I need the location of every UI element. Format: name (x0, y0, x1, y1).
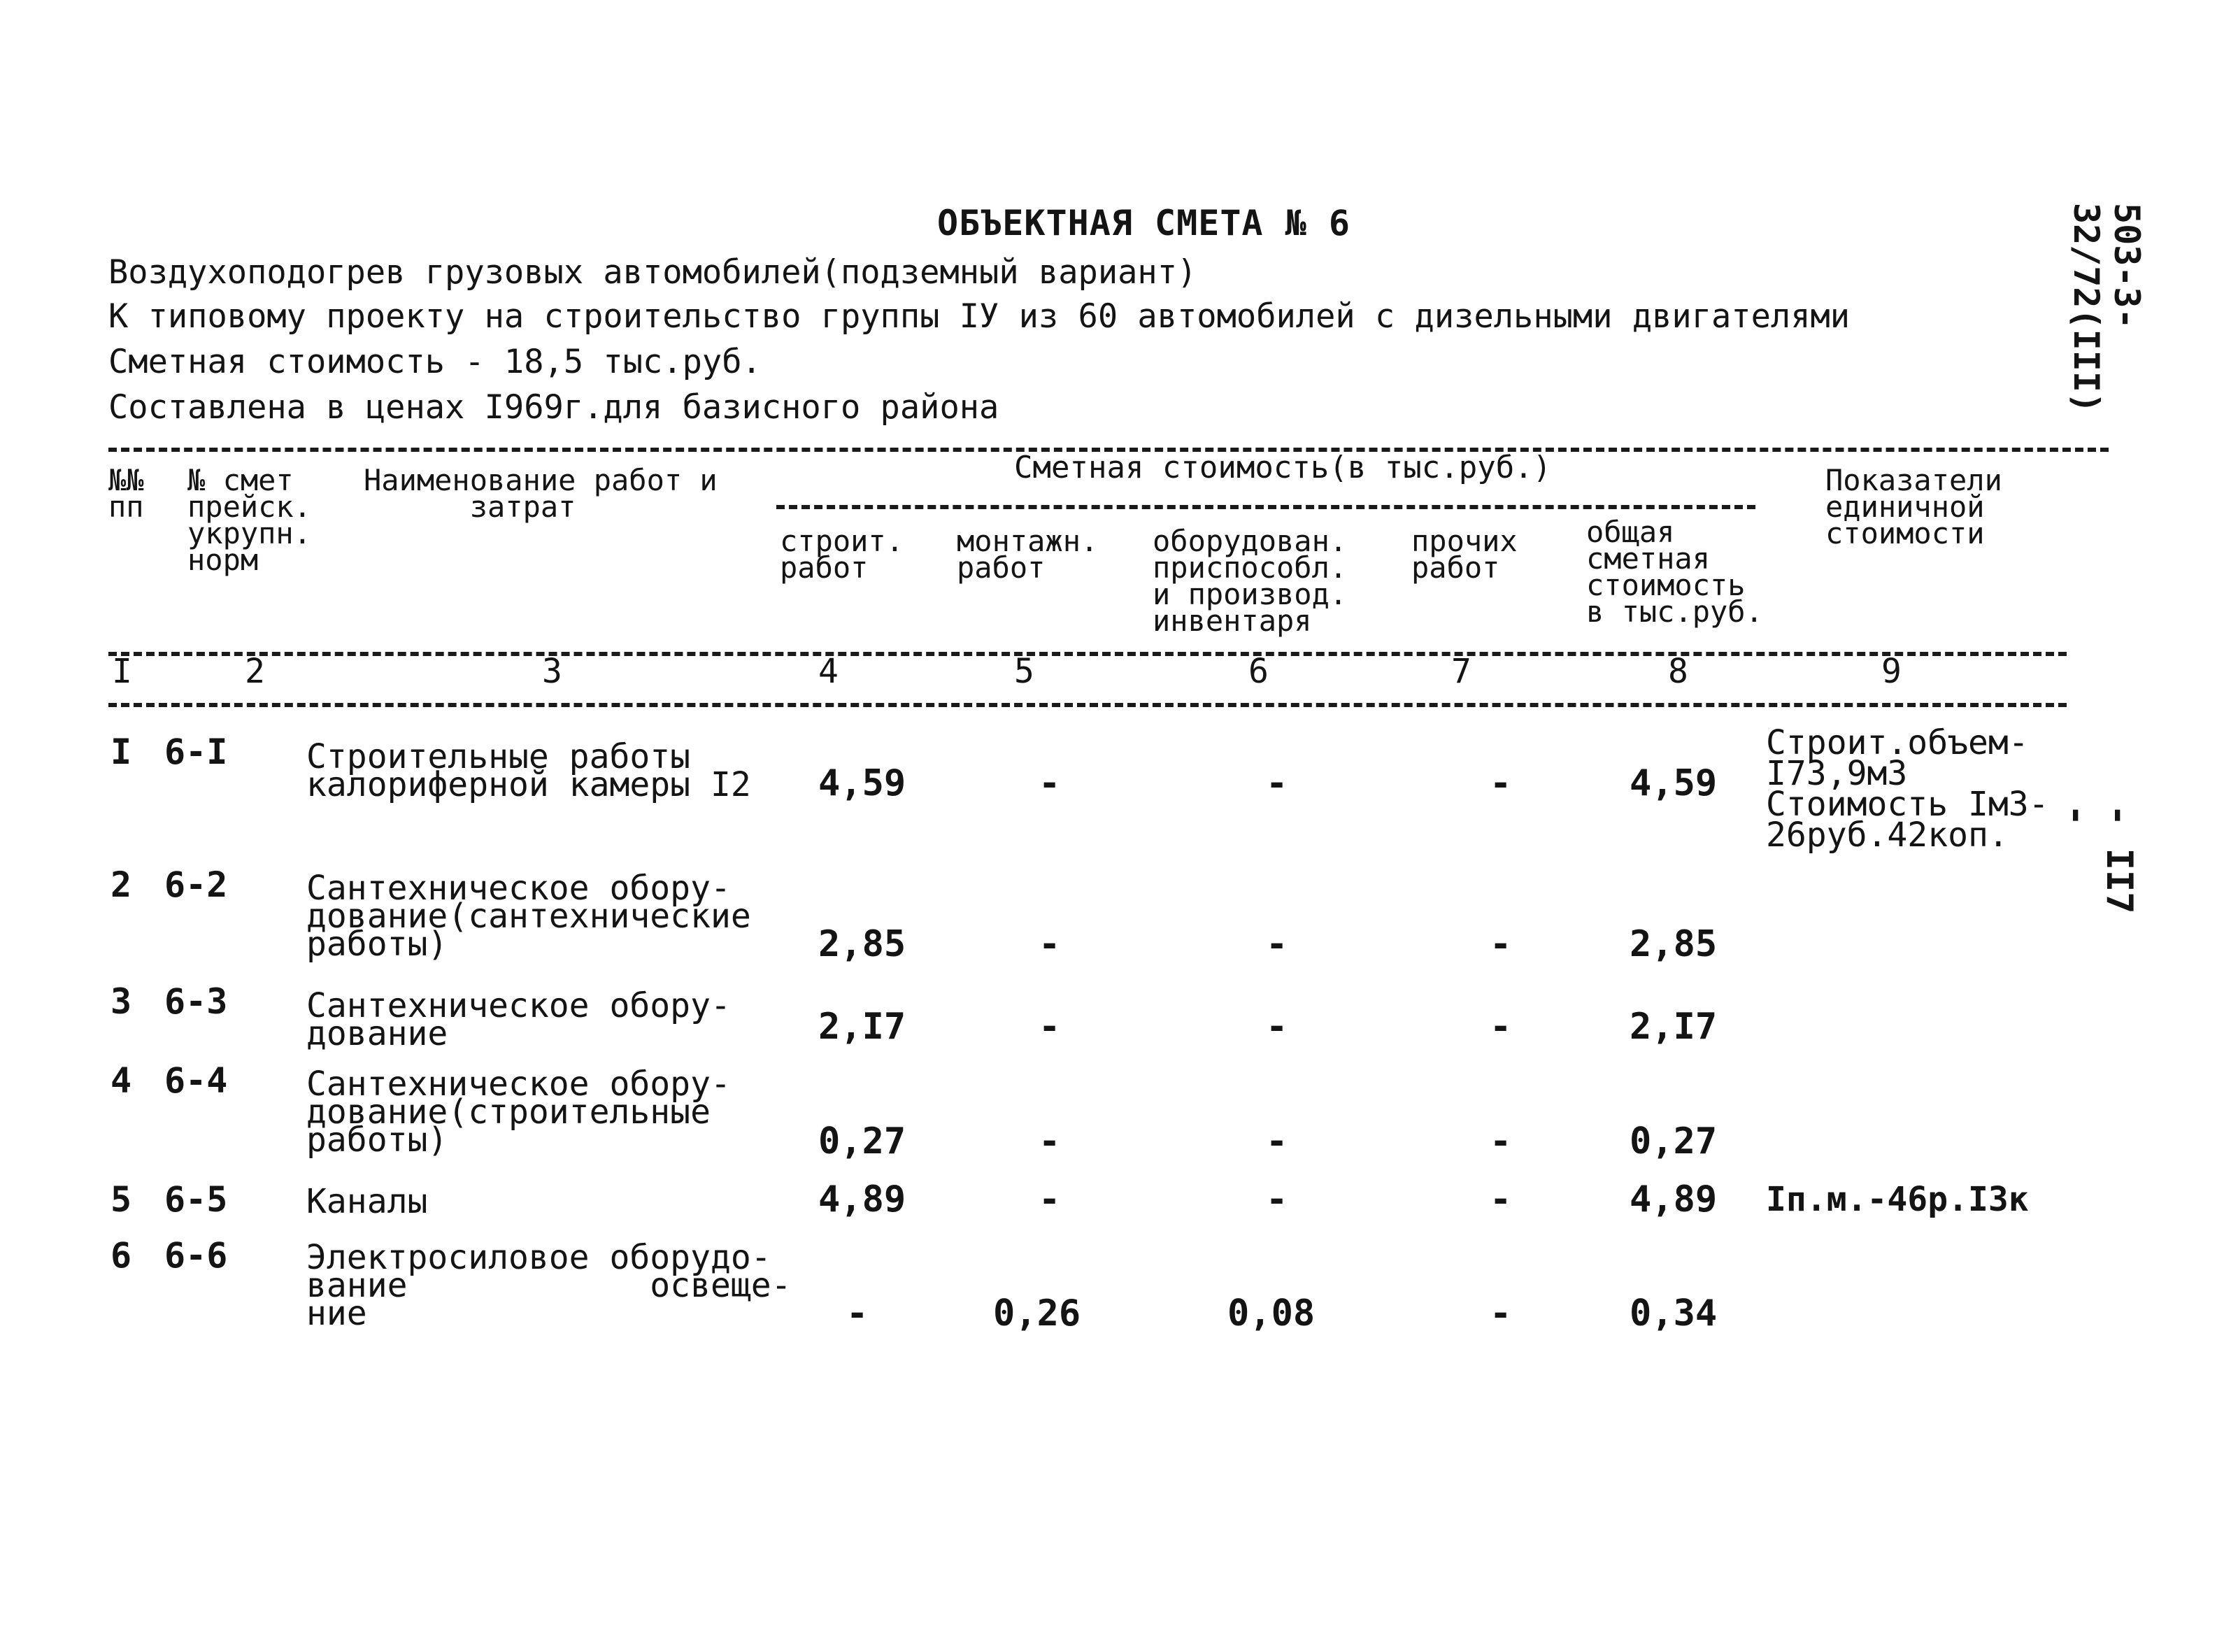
row-number: 6 (111, 1235, 132, 1276)
header-estimate-code: № смет прейск. укрупн. норм (187, 463, 312, 577)
row-installation: - (1039, 1120, 1061, 1162)
row-other: - (1490, 1179, 1512, 1220)
row-total: 0,34 (1630, 1293, 1718, 1334)
row-installation: 0,26 (993, 1293, 1081, 1334)
column-number-8: 8 (1668, 652, 1688, 691)
prices-line: Составлена в ценах I969г.для базисного района (108, 388, 999, 427)
row-code: 6-3 (164, 981, 228, 1022)
project-line: К типовому проекту на строительство группы IУ из 60 автомобилей с дизельными двигателями (108, 297, 1851, 336)
row-number: 5 (111, 1179, 132, 1220)
column-number-2: 2 (245, 652, 265, 691)
row-code: 6-I (164, 732, 228, 772)
row-other: - (1490, 1006, 1512, 1048)
cost-line: Сметная стоимость - 18,5 тыс.руб. (108, 343, 762, 381)
document-subtitle: Воздухоподогрев грузовых автомобилей(подземный вариант) (108, 253, 1197, 292)
row-equipment: - (1266, 762, 1288, 804)
side-document-code: 503-3-32/72(III) (2066, 203, 2147, 414)
header-bottom-rule (108, 652, 2067, 656)
row-construction: 0,27 (818, 1120, 906, 1162)
row-equipment: - (1266, 1120, 1288, 1162)
header-row-number: №№ пп (108, 463, 144, 524)
page-number: - II7 - (2056, 804, 2140, 914)
column-number-5: 5 (1014, 652, 1034, 691)
row-name: Каналы (306, 1182, 428, 1221)
row-installation: - (1039, 1179, 1061, 1220)
row-other: - (1490, 1293, 1512, 1334)
row-equipment: - (1266, 1006, 1288, 1048)
row-number: 4 (111, 1060, 132, 1101)
row-construction: 4,89 (818, 1179, 906, 1220)
row-indicators: Строит.объем- I73,9м3 Стоимость Iм3- 26руб.42коп. (1766, 723, 2049, 855)
row-number: 2 (111, 864, 132, 905)
row-construction: 2,85 (818, 923, 906, 965)
row-code: 6-2 (164, 864, 228, 905)
row-name: Сантехническое обору- дование (306, 986, 731, 1053)
row-number: 3 (111, 981, 132, 1022)
row-installation: - (1039, 923, 1061, 965)
row-name: Сантехническое обору- дование(строительные работы) (306, 1064, 731, 1160)
header-indicators: Показатели единичной стоимости (1825, 463, 2002, 550)
header-work-name: Наименование работ и затрат (364, 463, 718, 524)
row-total: 0,27 (1630, 1120, 1718, 1162)
column-number-3: 3 (542, 652, 562, 691)
row-total: 2,85 (1630, 923, 1718, 965)
row-name: Сантехническое обору- дование(сантехнические работы) (306, 869, 751, 964)
row-installation: - (1039, 1006, 1061, 1048)
row-equipment: - (1266, 1179, 1288, 1220)
row-construction: 4,59 (818, 762, 906, 804)
column-number-6: 6 (1248, 652, 1269, 691)
header-construction: строит. работ (780, 524, 904, 585)
header-other: прочих работ (1411, 524, 1518, 585)
document-title: ОБЪЕКТНАЯ СМЕТА № 6 (937, 203, 1350, 243)
column-numbers-rule (108, 703, 2067, 707)
row-name: Электросиловое оборудо- вание освеще- ние (306, 1238, 792, 1333)
row-total: 2,I7 (1630, 1006, 1718, 1048)
column-number-4: 4 (818, 652, 839, 691)
row-indicators: Iп.м.-46р.I3к (1766, 1180, 2029, 1219)
row-other: - (1490, 1120, 1512, 1162)
row-construction: - (846, 1293, 869, 1334)
row-construction: 2,I7 (818, 1006, 906, 1048)
column-number-9: 9 (1881, 652, 1902, 691)
row-code: 6-4 (164, 1060, 228, 1101)
row-code: 6-5 (164, 1179, 228, 1220)
row-equipment: - (1266, 923, 1288, 965)
row-installation: - (1039, 762, 1061, 804)
column-number-7: 7 (1451, 652, 1471, 691)
row-equipment: 0,08 (1227, 1293, 1316, 1334)
header-equipment: оборудован. приспособл. и производ. инвентаря (1153, 524, 1348, 638)
cost-group-rule (776, 505, 1755, 509)
header-installation: монтажн. работ (957, 524, 1099, 585)
column-number-1: I (112, 652, 132, 691)
row-other: - (1490, 762, 1512, 804)
row-number: I (111, 732, 132, 772)
header-cost-group: Сметная стоимость(в тыс.руб.) (1014, 450, 1552, 485)
row-total: 4,59 (1630, 762, 1718, 804)
row-name: Строительные работы калориферной камеры I2 (306, 737, 751, 804)
row-code: 6-6 (164, 1235, 228, 1276)
header-total: общая сметная стоимость в тыс.руб. (1586, 515, 1763, 629)
row-other: - (1490, 923, 1512, 965)
row-total: 4,89 (1630, 1179, 1718, 1220)
